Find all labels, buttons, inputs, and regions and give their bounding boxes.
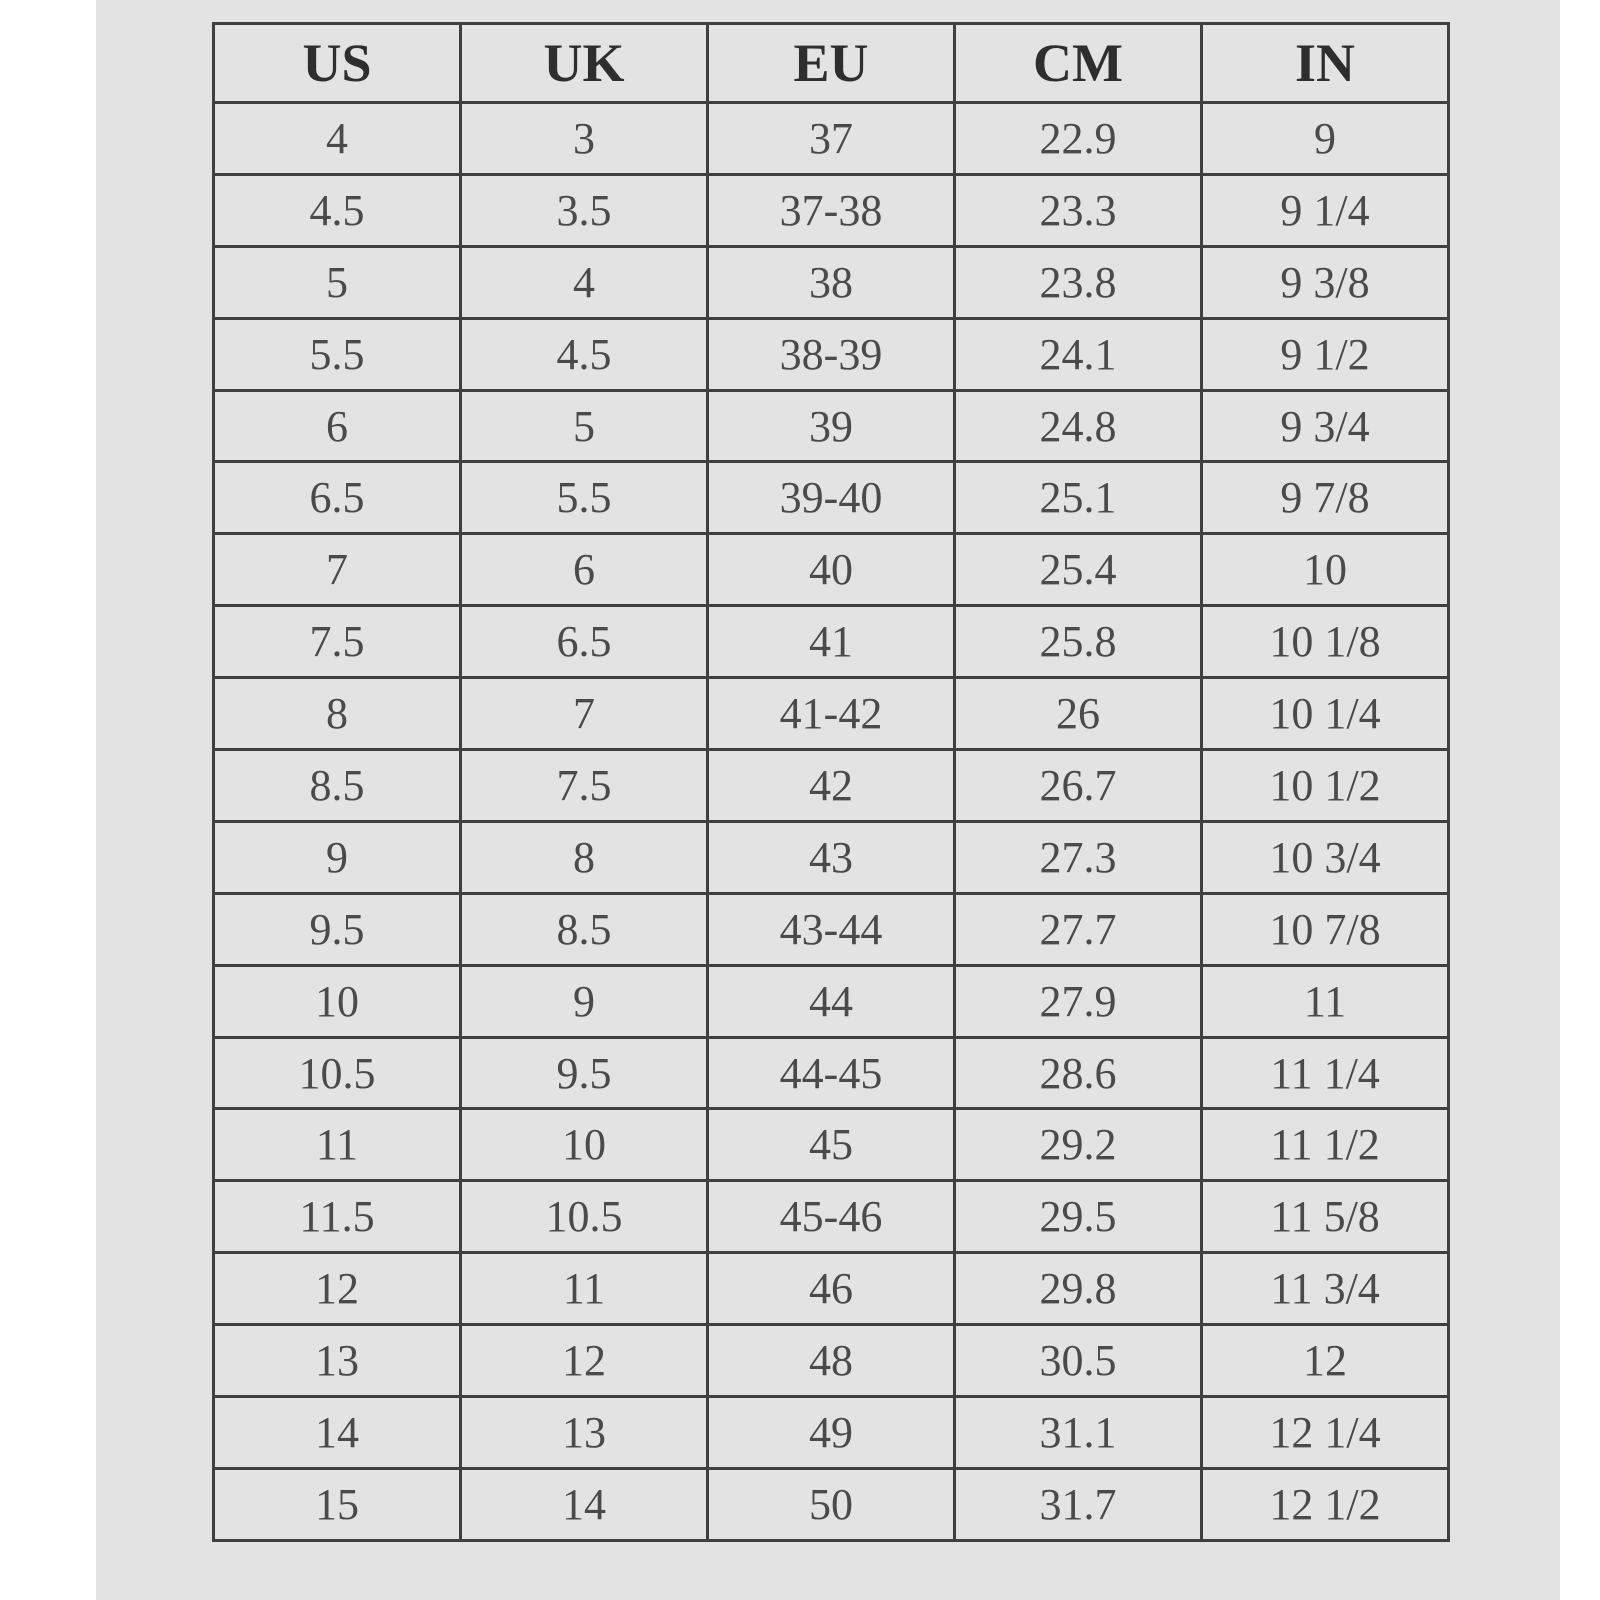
cell-eu: 39 xyxy=(708,390,955,462)
cell-uk: 3 xyxy=(461,103,708,175)
cell-uk: 11 xyxy=(461,1253,708,1325)
cell-eu: 49 xyxy=(708,1397,955,1469)
cell-in: 11 xyxy=(1202,965,1449,1037)
cell-uk: 4.5 xyxy=(461,318,708,390)
table-row xyxy=(214,1109,1449,1181)
cell-uk: 9.5 xyxy=(461,1037,708,1109)
cell-us: 10.5 xyxy=(214,1037,461,1109)
table-row xyxy=(214,606,1449,678)
table-row xyxy=(214,534,1449,606)
table-body xyxy=(214,103,1449,1541)
cell-cm: 23.8 xyxy=(955,246,1202,318)
cell-in: 10 1/4 xyxy=(1202,678,1449,750)
cell-eu: 39-40 xyxy=(708,462,955,534)
cell-eu: 40 xyxy=(708,534,955,606)
cell-uk: 9 xyxy=(461,965,708,1037)
cell-cm: 29.5 xyxy=(955,1181,1202,1253)
cell-cm: 24.1 xyxy=(955,318,1202,390)
table-row xyxy=(214,318,1449,390)
cell-cm: 26.7 xyxy=(955,750,1202,822)
cell-in: 11 5/8 xyxy=(1202,1181,1449,1253)
cell-cm: 28.6 xyxy=(955,1037,1202,1109)
table-row xyxy=(214,246,1449,318)
column-header-in: IN xyxy=(1202,24,1449,103)
cell-in: 10 1/2 xyxy=(1202,750,1449,822)
cell-us: 13 xyxy=(214,1325,461,1397)
size-conversion-table xyxy=(212,22,1450,1542)
cell-eu: 44 xyxy=(708,965,955,1037)
cell-in: 10 3/4 xyxy=(1202,821,1449,893)
cell-uk: 7.5 xyxy=(461,750,708,822)
cell-in: 9 3/4 xyxy=(1202,390,1449,462)
cell-in: 11 3/4 xyxy=(1202,1253,1449,1325)
cell-uk: 6 xyxy=(461,534,708,606)
table-row xyxy=(214,462,1449,534)
cell-us: 7 xyxy=(214,534,461,606)
cell-eu: 38 xyxy=(708,246,955,318)
cell-in: 11 1/4 xyxy=(1202,1037,1449,1109)
table-row xyxy=(214,678,1449,750)
cell-eu: 41-42 xyxy=(708,678,955,750)
cell-uk: 7 xyxy=(461,678,708,750)
column-header-cm: CM xyxy=(955,24,1202,103)
column-header-uk: UK xyxy=(461,24,708,103)
cell-cm: 25.1 xyxy=(955,462,1202,534)
table-row xyxy=(214,821,1449,893)
table-row xyxy=(214,1181,1449,1253)
cell-us: 12 xyxy=(214,1253,461,1325)
cell-us: 5 xyxy=(214,246,461,318)
cell-cm: 25.8 xyxy=(955,606,1202,678)
cell-eu: 38-39 xyxy=(708,318,955,390)
cell-cm: 27.7 xyxy=(955,893,1202,965)
cell-eu: 45 xyxy=(708,1109,955,1181)
cell-cm: 29.8 xyxy=(955,1253,1202,1325)
cell-us: 14 xyxy=(214,1397,461,1469)
table-row xyxy=(214,103,1449,175)
cell-us: 15 xyxy=(214,1468,461,1540)
cell-in: 9 1/2 xyxy=(1202,318,1449,390)
cell-uk: 5.5 xyxy=(461,462,708,534)
cell-uk: 10.5 xyxy=(461,1181,708,1253)
table-row xyxy=(214,1325,1449,1397)
cell-us: 10 xyxy=(214,965,461,1037)
cell-us: 7.5 xyxy=(214,606,461,678)
cell-in: 10 7/8 xyxy=(1202,893,1449,965)
cell-in: 9 1/4 xyxy=(1202,174,1449,246)
header-row xyxy=(214,24,1449,103)
cell-us: 6 xyxy=(214,390,461,462)
column-header-eu: EU xyxy=(708,24,955,103)
cell-cm: 29.2 xyxy=(955,1109,1202,1181)
cell-eu: 44-45 xyxy=(708,1037,955,1109)
cell-in: 12 1/2 xyxy=(1202,1468,1449,1540)
table-row xyxy=(214,750,1449,822)
cell-cm: 31.7 xyxy=(955,1468,1202,1540)
cell-us: 9.5 xyxy=(214,893,461,965)
cell-us: 6.5 xyxy=(214,462,461,534)
cell-us: 9 xyxy=(214,821,461,893)
table-row xyxy=(214,1037,1449,1109)
cell-eu: 37-38 xyxy=(708,174,955,246)
cell-eu: 48 xyxy=(708,1325,955,1397)
table-row xyxy=(214,174,1449,246)
cell-cm: 23.3 xyxy=(955,174,1202,246)
cell-us: 4 xyxy=(214,103,461,175)
cell-cm: 27.3 xyxy=(955,821,1202,893)
cell-uk: 8.5 xyxy=(461,893,708,965)
cell-cm: 31.1 xyxy=(955,1397,1202,1469)
cell-uk: 4 xyxy=(461,246,708,318)
cell-eu: 41 xyxy=(708,606,955,678)
cell-us: 8.5 xyxy=(214,750,461,822)
table-row xyxy=(214,893,1449,965)
cell-eu: 37 xyxy=(708,103,955,175)
cell-eu: 45-46 xyxy=(708,1181,955,1253)
cell-eu: 50 xyxy=(708,1468,955,1540)
cell-us: 5.5 xyxy=(214,318,461,390)
cell-us: 11 xyxy=(214,1109,461,1181)
cell-cm: 25.4 xyxy=(955,534,1202,606)
cell-in: 9 7/8 xyxy=(1202,462,1449,534)
cell-uk: 12 xyxy=(461,1325,708,1397)
table-header xyxy=(214,24,1449,103)
cell-eu: 43-44 xyxy=(708,893,955,965)
cell-uk: 13 xyxy=(461,1397,708,1469)
cell-in: 10 xyxy=(1202,534,1449,606)
cell-uk: 10 xyxy=(461,1109,708,1181)
table-row xyxy=(214,1468,1449,1540)
cell-cm: 30.5 xyxy=(955,1325,1202,1397)
table-row xyxy=(214,1253,1449,1325)
cell-uk: 6.5 xyxy=(461,606,708,678)
cell-in: 10 1/8 xyxy=(1202,606,1449,678)
cell-us: 4.5 xyxy=(214,174,461,246)
cell-uk: 5 xyxy=(461,390,708,462)
cell-in: 12 xyxy=(1202,1325,1449,1397)
cell-eu: 42 xyxy=(708,750,955,822)
cell-us: 8 xyxy=(214,678,461,750)
cell-uk: 3.5 xyxy=(461,174,708,246)
cell-in: 11 1/2 xyxy=(1202,1109,1449,1181)
cell-us: 11.5 xyxy=(214,1181,461,1253)
cell-cm: 24.8 xyxy=(955,390,1202,462)
cell-in: 9 3/8 xyxy=(1202,246,1449,318)
cell-eu: 43 xyxy=(708,821,955,893)
cell-uk: 8 xyxy=(461,821,708,893)
cell-eu: 46 xyxy=(708,1253,955,1325)
cell-cm: 26 xyxy=(955,678,1202,750)
table-row xyxy=(214,965,1449,1037)
cell-cm: 22.9 xyxy=(955,103,1202,175)
cell-in: 12 1/4 xyxy=(1202,1397,1449,1469)
table-row xyxy=(214,1397,1449,1469)
column-header-us: US xyxy=(214,24,461,103)
cell-in: 9 xyxy=(1202,103,1449,175)
cell-uk: 14 xyxy=(461,1468,708,1540)
cell-cm: 27.9 xyxy=(955,965,1202,1037)
table-row xyxy=(214,390,1449,462)
